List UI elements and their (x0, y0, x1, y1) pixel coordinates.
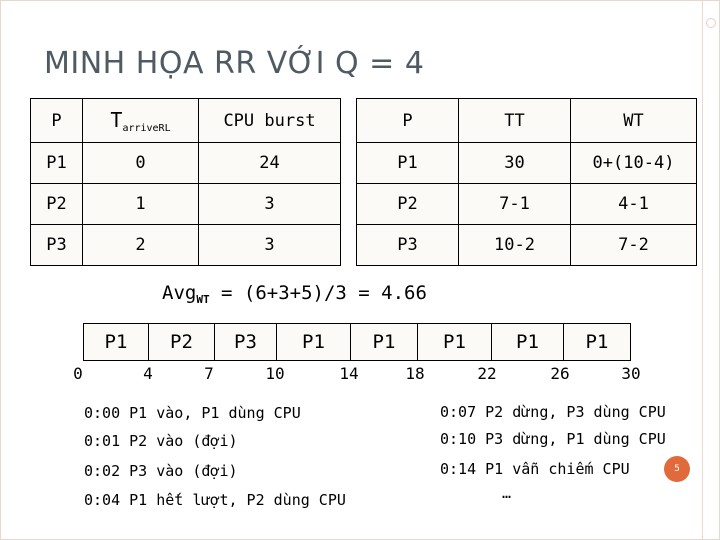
cell-p: P1 (357, 143, 459, 184)
event-note: 0:02 P3 vào (đợi) (84, 462, 238, 480)
header-tt: TT (459, 99, 571, 143)
gantt-tick-label: 30 (621, 364, 641, 383)
cell-arrive: 2 (83, 225, 199, 266)
header-t-sub: arriveRL (122, 122, 171, 134)
gantt-cell: P1 (351, 324, 418, 360)
cell-p: P2 (357, 184, 459, 225)
cell-burst: 3 (199, 225, 341, 266)
header-p: P (357, 99, 459, 143)
event-note: 0:10 P3 dừng, P1 dùng CPU (440, 430, 666, 448)
gantt-cell: P1 (84, 324, 149, 360)
decorative-circle-icon (706, 18, 716, 28)
cell-tt: 7-1 (459, 184, 571, 225)
slide-right-border (702, 0, 720, 540)
header-p: P (31, 99, 83, 143)
table-row (357, 143, 697, 184)
table-row (357, 225, 697, 266)
gantt-tick-label: 26 (550, 364, 570, 383)
header-wt: WT (571, 99, 697, 143)
gantt-tick-label: 4 (143, 364, 153, 383)
cell-burst: 3 (199, 184, 341, 225)
gantt-tick-label: 0 (73, 364, 83, 383)
process-result-table (356, 98, 697, 266)
gantt-cell: P1 (418, 324, 492, 360)
gantt-tick-label: 18 (405, 364, 425, 383)
cell-p: P3 (357, 225, 459, 266)
gantt-cell: P2 (149, 324, 215, 360)
page-number-badge: 5 (664, 456, 690, 482)
event-note-ellipsis: … (502, 484, 512, 502)
event-note: 0:14 P1 vẫn chiếm CPU (440, 460, 630, 478)
avg-main: Avg (162, 282, 197, 304)
table-row (31, 225, 341, 266)
process-input-table (30, 98, 341, 266)
cell-tt: 10-2 (459, 225, 571, 266)
gantt-cell: P1 (277, 324, 351, 360)
gantt-cell: P1 (492, 324, 564, 360)
cell-p: P2 (31, 184, 83, 225)
gantt-cell: P3 (215, 324, 277, 360)
event-note: 0:04 P1 hết lượt, P2 dùng CPU (84, 491, 346, 509)
event-note: 0:07 P2 dừng, P3 dùng CPU (440, 403, 666, 421)
gantt-tick-label: 10 (265, 364, 285, 383)
event-note: 0:01 P2 vào (đợi) (84, 432, 238, 450)
table-row (31, 184, 341, 225)
gantt-cell: P1 (585, 331, 609, 353)
cell-burst: 24 (199, 143, 341, 184)
header-tarrive (83, 99, 199, 143)
table-row (357, 184, 697, 225)
table-header-row (31, 99, 341, 143)
cell-arrive: 0 (83, 143, 199, 184)
gantt-tick-label: 22 (477, 364, 497, 383)
cell-wt: 7-2 (571, 225, 697, 266)
header-cpu-burst: CPU burst (199, 99, 341, 143)
cell-arrive: 1 (83, 184, 199, 225)
slide-title: MINH HỌA RR VỚI Q = 4 (44, 46, 425, 81)
gantt-chart (83, 323, 631, 361)
avg-formula: = (6+3+5)/3 = 4.66 (209, 282, 427, 304)
table-row (31, 143, 341, 184)
average-waiting-time (162, 282, 427, 306)
event-note: 0:00 P1 vào, P1 dùng CPU (84, 404, 301, 422)
cell-p: P1 (31, 143, 83, 184)
gantt-tick-label: 7 (204, 364, 214, 383)
gantt-tick-label: 14 (339, 364, 359, 383)
cell-p: P3 (31, 225, 83, 266)
cell-wt: 0+(10-4) (571, 143, 697, 184)
cell-wt: 4-1 (571, 184, 697, 225)
avg-sub: WT (196, 293, 210, 306)
cell-tt: 30 (459, 143, 571, 184)
table-header-row (357, 99, 697, 143)
header-t-main: T (110, 107, 123, 132)
